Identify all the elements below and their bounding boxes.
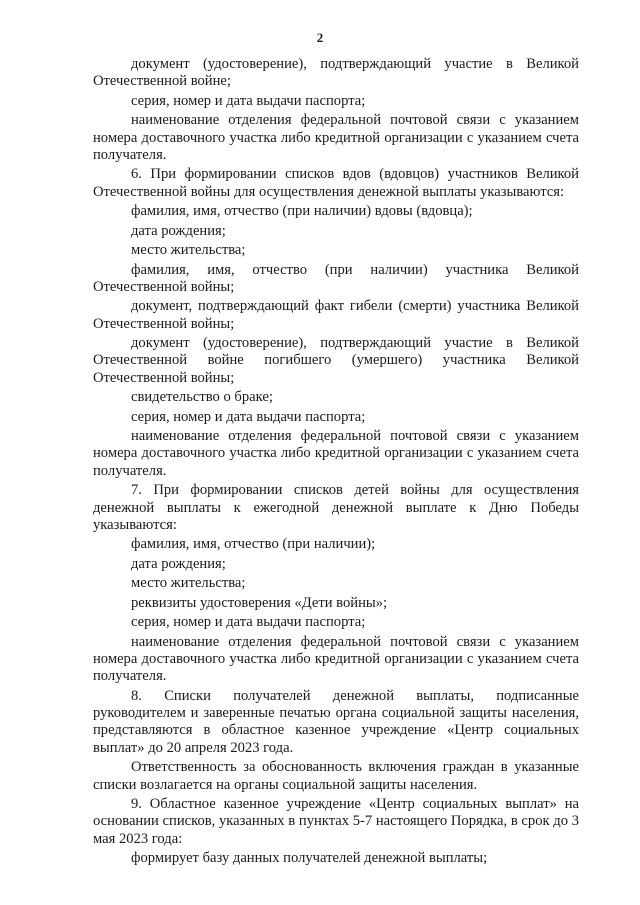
paragraph: документ, подтверждающий факт гибели (смерти) участника Великой Отечественной войны; — [93, 298, 579, 332]
paragraph: серия, номер и дата выдачи паспорта; — [131, 92, 366, 109]
paragraph: наименование отделения федеральной почтовой связи с указанием номера доставочного участка либо кредитной организации с указанием счета получателя. — [93, 633, 579, 685]
paragraph: наименование отделения федеральной почтовой связи с указанием номера доставочного участка либо кредитной организации с указанием счета получателя. — [93, 112, 579, 163]
page-number: 2 — [316, 30, 324, 45]
paragraph: Ответственность за обоснованность включения граждан в указанные списки возлагается на органы социальной защиты населения. — [93, 759, 579, 793]
paragraph: дата рождения; — [131, 555, 226, 572]
paragraph: реквизиты удостоверения «Дети войны»; — [131, 594, 388, 611]
section-9-heading: 9. Областное казенное учреждение «Центр социальных выплат» на основании списков, указанных в пунктах 5-7 настоящего Порядка, в срок до 3 мая 2023 года: — [93, 796, 579, 847]
paragraph: место жительства; — [131, 242, 246, 259]
section-8-paragraph: 8. Списки получателей денежной выплаты, подписанные руководителем и заверенные печатью органа социальной защиты населения, представляются в областное казенное учреждение «Центр социальных выплат» до 20 апреля 2023 года. — [93, 687, 579, 756]
paragraph: документ (удостоверение), подтверждающий участие в Великой Отечественной войне; — [93, 56, 579, 90]
paragraph: документ (удостоверение), подтверждающий участие в Великой Отечественной войне погибшего (умершего) участника Великой Отечественной войны; — [93, 335, 579, 386]
paragraph: свидетельство о браке; — [131, 389, 273, 406]
document-body — [93, 56, 579, 870]
paragraph: наименование отделения федеральной почтовой связи с указанием номера доставочного участка либо кредитной организации с указанием счета получателя. — [93, 428, 579, 479]
paragraph: фамилия, имя, отчество (при наличии) участника Великой Отечественной войны; — [93, 261, 579, 295]
section-7-heading: 7. При формировании списков детей войны для осуществления денежной выплаты к ежегодной денежной выплате к Дню Победы указываются: — [93, 482, 579, 533]
section-6-heading: 6. При формировании списков вдов (вдовцов) участников Великой Отечественной войны для осуществления денежной выплаты указываются: — [93, 166, 579, 200]
paragraph: фамилия, имя, отчество (при наличии) вдовы (вдовца); — [131, 203, 473, 220]
paragraph: формирует базу данных получателей денежной выплаты; — [131, 850, 488, 867]
paragraph: серия, номер и дата выдачи паспорта; — [131, 614, 366, 631]
paragraph: фамилия, имя, отчество (при наличии); — [131, 536, 376, 553]
paragraph: место жительства; — [131, 575, 246, 592]
paragraph: серия, номер и дата выдачи паспорта; — [131, 408, 366, 425]
paragraph: дата рождения; — [131, 222, 226, 239]
